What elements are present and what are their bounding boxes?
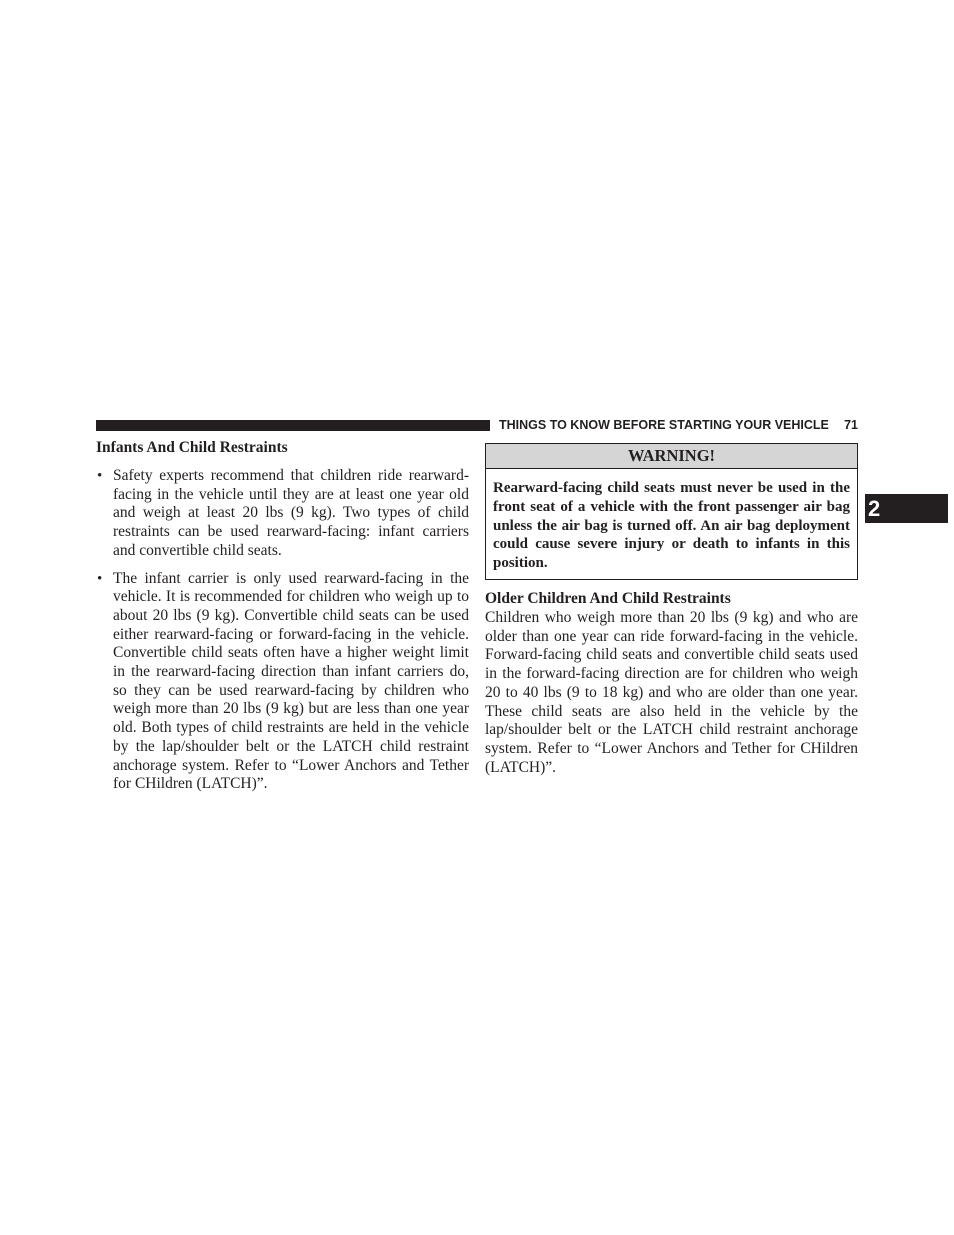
page-number: 71 [844, 418, 858, 432]
bullet-text: The infant carrier is only used rearward-facing in the vehicle. It is recommended for children who weigh up to about 20 lbs (9 kg). Convertible child seats can be used either rearward-facing or forward-facing in the vehicle. Convertible child seats often have a higher weight limit in the rearward-facing direction than infant carriers do, so they can be used rearward-facing by children who weigh more than 20 lbs (9 kg) but are less than one year old. Both types of child restraints are held in the vehicle by the lap/shoulder belt or the LATCH child restraint anchorage system. Refer to “Lower Anchors and Tether for CHildren (LATCH)”. [113, 569, 469, 793]
right-column [485, 443, 858, 777]
older-children-paragraph: Children who weigh more than 20 lbs (9 kg) and who are older than one year can ride forward-facing in the vehicle. Forward-facing child seats and convertible child seats used in the forward-facing direction are for children who weigh 20 to 40 lbs (9 to 18 kg) and who are older than one year. These child seats are also held in the vehicle by the lap/shoulder belt or the LATCH child restraint anchorage system. Refer to “Lower Anchors and Tether for CHildren (LATCH)”. [485, 608, 858, 776]
header-rule [96, 420, 490, 431]
running-title: THINGS TO KNOW BEFORE STARTING YOUR VEHICLE [499, 418, 829, 432]
running-header [499, 417, 858, 433]
warning-text: Rearward-facing child seats must never be used in the front seat of a vehicle with the front passenger air bag unless the air bag is turned off. An air bag deployment could cause severe injury or death to infants in this position. [493, 480, 850, 572]
warning-box [485, 443, 858, 580]
section-heading-infants: Infants And Child Restraints [96, 439, 288, 456]
section-heading-older-children: Older Children And Child Restraints [485, 589, 731, 607]
chapter-tab: 2 [865, 494, 948, 523]
warning-title: WARNING! [486, 444, 857, 469]
bullet-icon: • [97, 468, 103, 484]
left-column [96, 438, 469, 803]
bullet-icon: • [97, 570, 103, 587]
list-item [96, 570, 469, 794]
bullet-list [96, 467, 469, 794]
list-item [96, 467, 469, 561]
bullet-text: Safety experts recommend that children ride rearward-facing in the vehicle until they are at least one year old and weigh at least 20 lbs (9 kg). Two types of child restraints can be used rearward-facing: infant carriers and convertible child seats. [113, 467, 469, 559]
